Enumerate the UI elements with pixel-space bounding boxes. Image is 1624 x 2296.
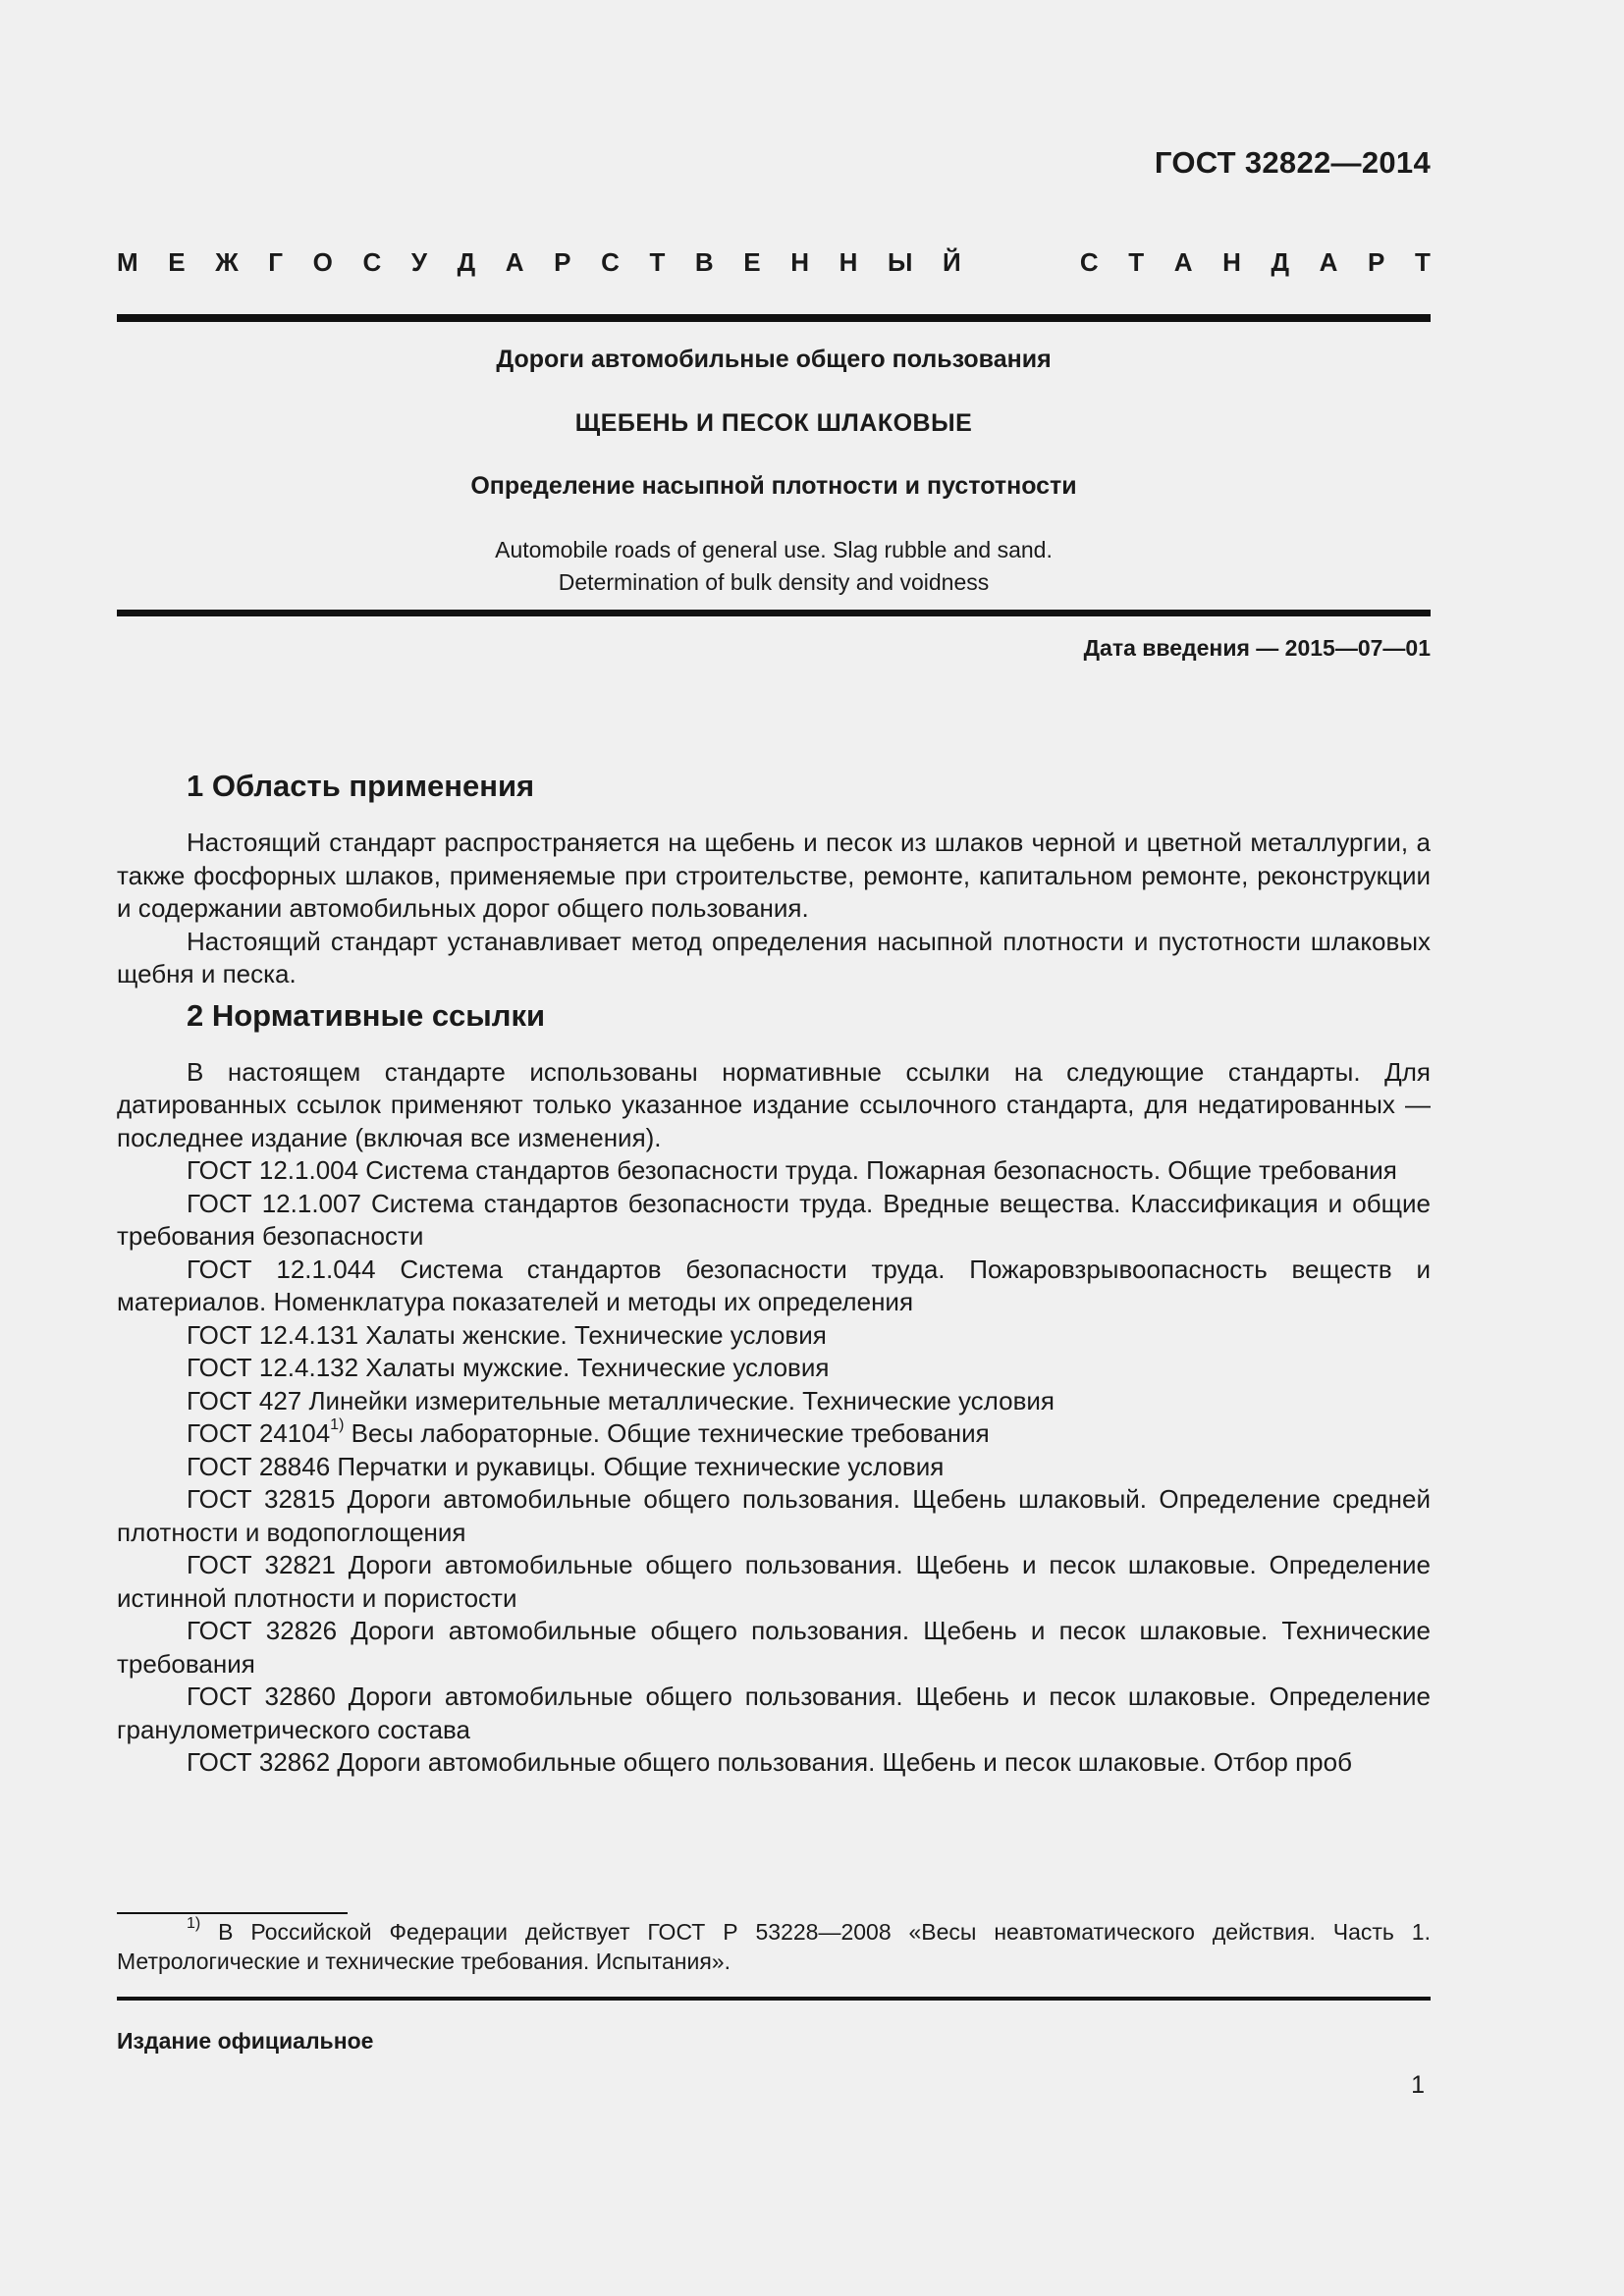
banner-letter: А [1173,247,1193,277]
main-content [117,762,1431,1780]
edition-label: Издание официальное [117,2028,374,2054]
standard-banner [117,247,1431,278]
banner-letter: Н [839,247,858,277]
top-rule [117,314,1431,322]
section-1-paragraph: Настоящий стандарт распространяется на щебень и песок из шлаков черной и цветной металлургии, а также фосфорных шлаков, применяемые при строительстве, ремонте, капитальном ремонте, реконструкции и содержании автомобильных дорог общего пользования. [117,828,1431,923]
banner-letter: Т [1128,247,1145,277]
banner-letter: А [505,247,524,277]
reference-item: ГОСТ 32815 Дороги автомобильные общего пользования. Щебень шлаковый. Определение средней плотности и водопоглощения [117,1484,1431,1547]
banner-letter: Е [743,247,761,277]
banner-letter: С [362,247,382,277]
banner-letter: Р [554,247,571,277]
section-2-intro: В настоящем стандарте использованы нормативные ссылки на следующие стандарты. Для датированных ссылок применяют только указанное издание ссылочного стандарта, для недатированных — последнее издание (включая все изменения). [117,1056,1431,1152]
title-bottom-rule [117,610,1431,616]
section-1-heading: 1 Область применения [187,769,535,803]
reference-text: Весы лабораторные. Общие технические требования [344,1418,990,1448]
banner-letter: Й [943,247,961,277]
banner-letter: Р [1368,247,1385,277]
title-line-1: Дороги автомобильные общего пользования [496,346,1052,373]
footnote-rule [117,1912,348,1914]
banner-word-gap [991,247,1050,278]
banner-letter: М [117,247,138,277]
banner-letter: Д [1271,247,1290,277]
banner-letter: Д [457,247,476,277]
section-1-body [117,827,1431,991]
reference-item: ГОСТ 12.1.004 Система стандартов безопасности труда. Пожарная безопасность. Общие требования [187,1155,1397,1185]
reference-item: ГОСТ 32860 Дороги автомобильные общего пользования. Щебень и песок шлаковые. Определение гранулометрического состава [117,1682,1431,1744]
banner-letter: Т [1414,247,1431,277]
banner-letter: С [1079,247,1099,277]
reference-item: ГОСТ 12.4.131 Халаты женские. Технические условия [187,1319,827,1350]
section-2-heading: 2 Нормативные ссылки [187,997,546,1033]
english-title-line-1: Automobile roads of general use. Slag rubble and sand. [495,537,1053,562]
banner-letter: У [410,247,428,277]
section-1-paragraph: Настоящий стандарт устанавливает метод определения насыпной плотности и пустотности шлаковых щебня и песка. [117,926,1431,988]
page-number: 1 [1411,2071,1425,2099]
reference-item: ГОСТ 32821 Дороги автомобильные общего пользования. Щебень и песок шлаковые. Определение истинной плотности и пористости [117,1550,1431,1613]
reference-item: ГОСТ 12.4.132 Халаты мужские. Технические условия [187,1353,830,1382]
banner-letter: В [694,247,714,277]
reference-item: ГОСТ 32862 Дороги автомобильные общего пользования. Щебень и песок шлаковые. Отбор проб [187,1747,1352,1777]
reference-item: ГОСТ 12.1.007 Система стандартов безопасности труда. Вредные вещества. Классификация и общие требования безопасности [117,1188,1431,1251]
reference-item: ГОСТ 28846 Перчатки и рукавицы. Общие технические условия [187,1451,945,1481]
banner-letter: Т [649,247,666,277]
introduction-date: Дата введения — 2015—07—01 [1083,635,1431,661]
banner-letter: Н [790,247,810,277]
banner-letter: С [601,247,620,277]
banner-letter: О [312,247,333,277]
banner-letter: Н [1222,247,1241,277]
reference-code: ГОСТ 24104 [187,1418,331,1448]
footer-rule [117,1997,1431,2001]
footnote [117,1917,1431,1976]
title-line-3: Определение насыпной плотности и пустотности [470,472,1077,500]
banner-letter: Г [268,247,284,277]
banner-letter: Е [168,247,186,277]
banner-letter: Ы [887,247,913,277]
footnote-marker: 1) [330,1416,345,1434]
document-code: ГОСТ 32822—2014 [1154,145,1431,180]
reference-item-footnoted [117,1417,1431,1451]
section-2-body [117,1056,1431,1780]
title-line-2: ЩЕБЕНЬ И ПЕСОК ШЛАКОВЫЕ [574,409,973,437]
reference-item: ГОСТ 12.1.044 Система стандартов безопасности труда. Пожаровзрывоопасность веществ и материалов. Номенклатура показателей и методы их определения [117,1254,1431,1316]
english-title [117,534,1431,599]
reference-item: ГОСТ 32826 Дороги автомобильные общего пользования. Щебень и песок шлаковые. Технические требования [117,1616,1431,1679]
english-title-line-2: Determination of bulk density and voidness [558,569,990,595]
banner-letter: А [1319,247,1338,277]
footnote-marker: 1) [187,1915,201,1933]
footnote-text: В Российской Федерации действует ГОСТ Р 53228—2008 «Весы неавтоматического действия. Часть 1. Метрологические и технические требования. Испытания». [117,1919,1431,1974]
banner-letter: Ж [215,247,239,277]
reference-item: ГОСТ 427 Линейки измерительные металлические. Технические условия [187,1385,1055,1415]
